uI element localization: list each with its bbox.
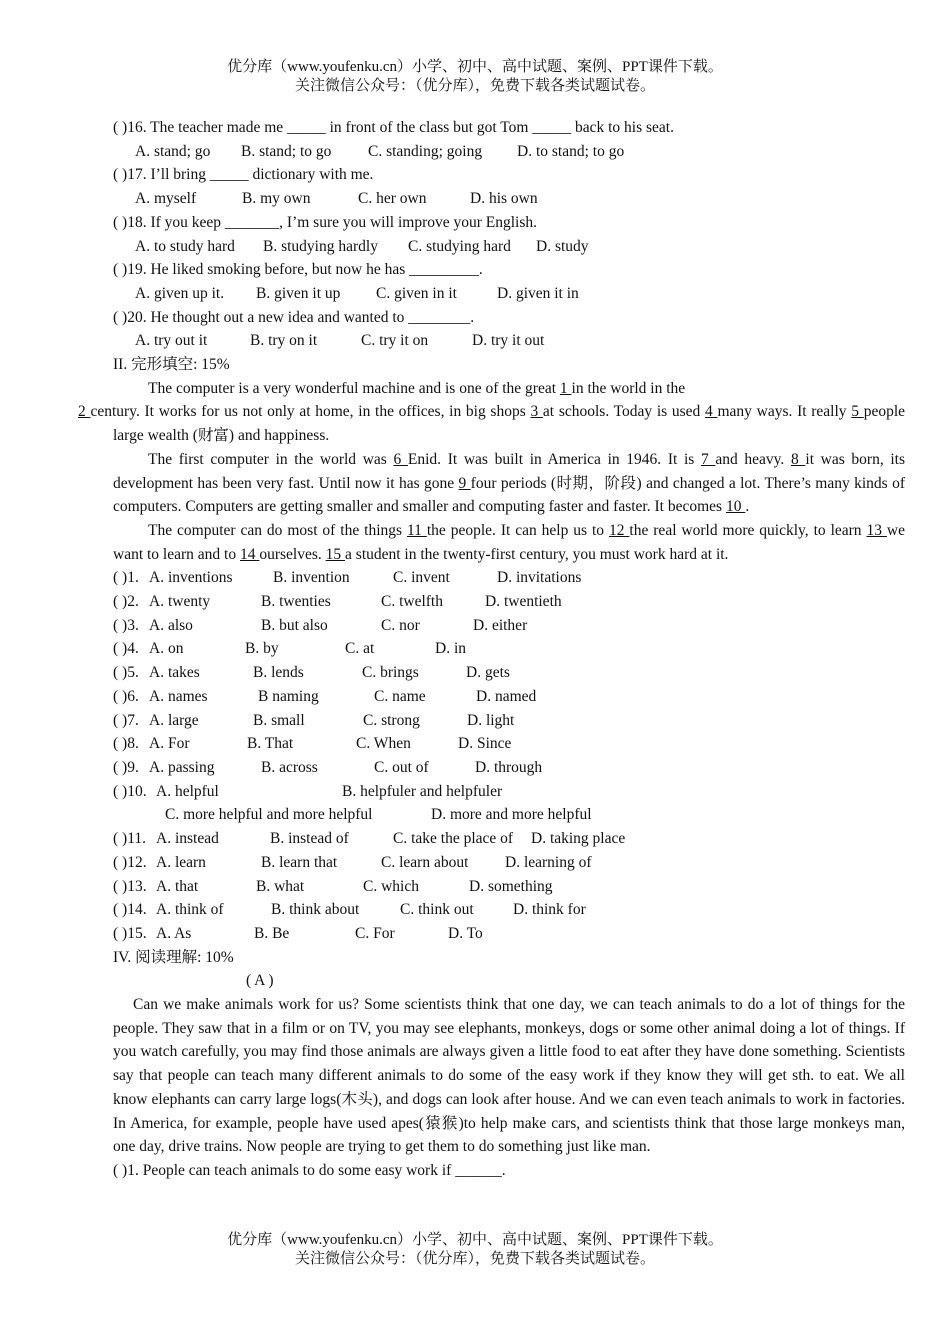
option-b: B. helpfuler and helpfuler — [342, 782, 503, 800]
option-c: C. try it on — [361, 332, 429, 350]
option-b: B. by — [245, 640, 279, 658]
option-c: C. strong — [363, 711, 420, 729]
option-c: C. nor — [381, 616, 420, 634]
option-d: D. To — [448, 924, 483, 942]
option-d: D. given it in — [497, 284, 579, 302]
item-number: ( )7. — [113, 711, 139, 729]
option-a: A. learn — [156, 853, 206, 871]
option-a: A. instead — [156, 830, 219, 848]
item-number: ( )14. — [113, 901, 147, 919]
blank: 1 — [559, 379, 572, 397]
multiple-choice-section — [113, 116, 905, 353]
document-body — [78, 116, 906, 1183]
cloze-item — [113, 661, 905, 685]
text-run: a student in the twenty-first century, you must work hard at it. — [345, 545, 729, 563]
question-stem: ( )20. He thought out a new idea and wanted to ________. — [113, 308, 475, 326]
question-stem: ( )17. I’ll bring _____ dictionary with me. — [113, 166, 374, 184]
cloze-item — [113, 732, 905, 756]
option-b: B. given it up — [256, 284, 341, 302]
blank: 10 — [725, 498, 746, 516]
option-b: B. stand; to go — [241, 142, 332, 160]
item-number: ( )11. — [113, 830, 146, 848]
option-b: B. instead of — [270, 830, 349, 848]
question-options — [113, 187, 905, 211]
text-run: The computer is a very wonderful machine and is one of the great — [148, 379, 560, 397]
option-d: D. Since — [458, 735, 512, 753]
option-b: B. try on it — [250, 332, 318, 350]
text-run: Enid. It was built in America in 1946. It is — [407, 450, 701, 468]
text-run: we want to learn and to — [113, 521, 905, 563]
option-b: B. Be — [254, 924, 290, 942]
option-a: A. also — [149, 616, 193, 634]
blank: 5 — [851, 403, 864, 421]
question-options — [113, 329, 905, 353]
blank: 6 — [393, 450, 408, 468]
blank: 2 — [78, 403, 91, 421]
header-line-2: 关注微信公众号：（优分库），免费下载各类试题试卷。 — [294, 78, 655, 94]
option-d: D. to stand; to go — [517, 142, 625, 160]
page-footer — [0, 1231, 950, 1269]
item-number: ( )5. — [113, 664, 139, 682]
text-run: people large wealth (财富) and happiness. — [113, 403, 906, 445]
option-c: C. twelfth — [381, 593, 443, 611]
item-number: ( )2. — [113, 593, 139, 611]
option-d: D. try it out — [472, 332, 545, 350]
item-number: ( )4. — [113, 640, 139, 658]
option-c: C. which — [363, 877, 419, 895]
question-options — [113, 140, 905, 164]
text-run: century. It works for us not only at home, in the offices, in big shops — [90, 403, 531, 421]
item-number: ( )15. — [113, 924, 147, 942]
option-b: B. lends — [253, 664, 304, 682]
option-a: A. myself — [135, 190, 197, 208]
item-number: ( )8. — [113, 735, 139, 753]
cloze-item — [113, 614, 905, 638]
option-d: D. gets — [466, 664, 510, 682]
text-run: the real world more quickly, to learn — [629, 521, 867, 539]
item-number: ( )12. — [113, 853, 147, 871]
option-b: B naming — [258, 687, 319, 705]
option-b: B. learn that — [261, 853, 338, 871]
text-run: the people. It can help us to — [426, 521, 609, 539]
option-b: B. but also — [261, 616, 328, 634]
question-options — [113, 282, 905, 306]
option-a: A. takes — [149, 664, 200, 682]
cloze-item — [113, 780, 905, 804]
option-a: A. on — [149, 640, 184, 658]
option-a: A. think of — [156, 901, 224, 919]
option-a: A. stand; go — [135, 142, 211, 160]
option-d: D. named — [476, 687, 537, 705]
option-c: C. For — [355, 924, 395, 942]
cloze-item — [113, 922, 905, 946]
item-number: ( )1. — [113, 569, 139, 587]
option-c: C. take the place of — [393, 830, 514, 848]
option-b: B. small — [253, 711, 305, 729]
cloze-item — [113, 566, 905, 590]
text-run: The first computer in the world was — [148, 450, 394, 468]
option-d: D. either — [473, 616, 528, 634]
option-d: D. twentieth — [485, 593, 562, 611]
option-d: D. through — [475, 758, 543, 776]
blank: 8 — [790, 450, 806, 468]
blank: 11 — [406, 521, 427, 539]
option-b: B. my own — [242, 190, 311, 208]
option-b: B. studying hardly — [263, 237, 378, 255]
option-a: A. given up it. — [135, 284, 225, 302]
blank: 14 — [239, 545, 260, 563]
blank: 7 — [700, 450, 716, 468]
cloze-item-continued — [113, 803, 905, 827]
option-d: D. light — [467, 711, 515, 729]
item-number: ( )3. — [113, 616, 139, 634]
item-number: ( )6. — [113, 687, 139, 705]
option-c: C. given in it — [376, 284, 457, 302]
option-a: A. large — [149, 711, 199, 729]
item-number: ( )13. — [113, 877, 147, 895]
footer-line-1: 优分库（www.youfenku.cn）小学、初中、高中试题、案例、PPT课件下载。 — [227, 1232, 723, 1248]
blank: 9 — [458, 474, 471, 492]
option-a: A. try out it — [135, 332, 208, 350]
paragraph-1-continued — [78, 403, 905, 444]
text-run: at schools. Today is used — [542, 403, 706, 421]
option-b: B. what — [256, 877, 305, 895]
cloze-paragraph-3 — [113, 519, 905, 566]
text-run: many ways. It really — [717, 403, 852, 421]
option-b: B. invention — [273, 569, 350, 587]
option-a: A. As — [156, 924, 192, 942]
option-b: B. twenties — [261, 593, 331, 611]
option-d: D. in — [435, 640, 466, 658]
blank: 15 — [325, 545, 346, 563]
cloze-item — [113, 827, 905, 851]
cloze-item — [113, 709, 905, 733]
question-stem: ( )18. If you keep _______, I’m sure you will improve your English. — [113, 213, 538, 231]
option-c: C. When — [356, 735, 411, 753]
text-run: ourselves. — [259, 545, 326, 563]
reading-passage-title: ( A ) — [246, 972, 274, 990]
option-c: C. more helpful and more helpful — [165, 806, 373, 824]
text-run: and heavy. — [715, 450, 791, 468]
option-c: C. think out — [400, 901, 474, 919]
option-c: C. out of — [374, 758, 429, 776]
cloze-items — [113, 566, 905, 945]
option-c: C. brings — [362, 664, 419, 682]
item-number: ( )9. — [113, 758, 139, 776]
option-c: C. learn about — [381, 853, 469, 871]
reading-passage: Can we make animals work for us? Some scientists think that one day, we can teach animals to do a lot of things for the people. They saw that in a film or on TV, you may see elephants, monkeys, dogs or some other animal doing a lot of things. If you watch carefully, you may find those animals are always given a little food to eat after they have done something. Scientists say that people can teach many different animals to do some of the easy work if they know they will get sth. to eat. We all know elephants can carry large logs(木头), and dogs can look after house. And we can even teach animals to work in factories. In America, for example, people have used apes(猿猴)to help make cars, and scientists think that those large monkeys man, one day, drive trains. Now people are trying to get them to do something just like man. — [113, 996, 905, 1156]
blank: 3 — [530, 403, 543, 421]
cloze-item — [113, 875, 905, 899]
option-a: A. helpful — [156, 782, 219, 800]
option-a: A. twenty — [149, 593, 211, 611]
option-d: D. more and more helpful — [431, 806, 592, 824]
text-run: . — [745, 498, 750, 516]
header-line-1: 优分库（www.youfenku.cn）小学、初中、高中试题、案例、PPT课件下载。 — [227, 59, 723, 75]
option-d: D. taking place — [531, 830, 626, 848]
option-d: D. learning of — [505, 853, 592, 871]
cloze-item — [113, 851, 905, 875]
option-d: D. his own — [470, 190, 538, 208]
option-b: B. think about — [271, 901, 360, 919]
cloze-item — [113, 685, 905, 709]
cloze-paragraph-1 — [78, 377, 906, 448]
footer-line-2: 关注微信公众号：（优分库），免费下载各类试题试卷。 — [294, 1251, 655, 1267]
option-a: A. names — [149, 687, 208, 705]
page-header — [0, 58, 950, 96]
option-c: C. her own — [358, 190, 427, 208]
reading-heading: IV. 阅读理解: 10% — [113, 948, 234, 966]
question-options — [113, 235, 905, 259]
option-a: A. that — [156, 877, 199, 895]
option-b: B. That — [247, 735, 294, 753]
text-run: in the world in the — [571, 379, 686, 397]
option-c: C. standing; going — [368, 142, 483, 160]
option-b: B. across — [261, 758, 318, 776]
option-d: D. invitations — [497, 569, 582, 587]
cloze-item — [113, 756, 905, 780]
cloze-item — [113, 637, 905, 661]
blank: 4 — [705, 403, 718, 421]
option-c: C. invent — [393, 569, 450, 587]
text-run: it was born, its development has been very fast. Until now it has gone — [113, 450, 906, 492]
option-a: A. to study hard — [135, 237, 235, 255]
text-run: The computer can do most of the things — [148, 521, 407, 539]
text-run: four periods (时期，阶段) and changed a lot. There’s many kinds of computers. Computers are getting smaller and smaller and computing faster and faster. It becomes — [113, 474, 905, 516]
cloze-item — [113, 590, 905, 614]
option-d: D. think for — [513, 901, 586, 919]
cloze-item — [113, 898, 905, 922]
option-d: D. something — [469, 877, 553, 895]
blank: 12 — [608, 521, 630, 539]
question-stem: ( )16. The teacher made me _____ in front of the class but got Tom _____ back to his seat. — [113, 119, 674, 136]
option-c: C. studying hard — [408, 237, 511, 255]
item-number: ( )10. — [113, 782, 147, 800]
cloze-heading: II. 完形填空: 15% — [113, 356, 230, 374]
option-a: A. passing — [149, 758, 215, 776]
option-a: A. inventions — [149, 569, 233, 587]
option-d: D. study — [536, 237, 589, 255]
cloze-paragraph-2 — [113, 448, 905, 519]
option-c: C. name — [374, 687, 426, 705]
question-stem: ( )19. He liked smoking before, but now he has _________. — [113, 261, 483, 279]
option-c: C. at — [345, 640, 375, 658]
reading-question-1: ( )1. People can teach animals to do some easy work if ______. — [113, 1161, 506, 1179]
option-a: A. For — [149, 735, 190, 753]
blank: 13 — [866, 521, 887, 539]
